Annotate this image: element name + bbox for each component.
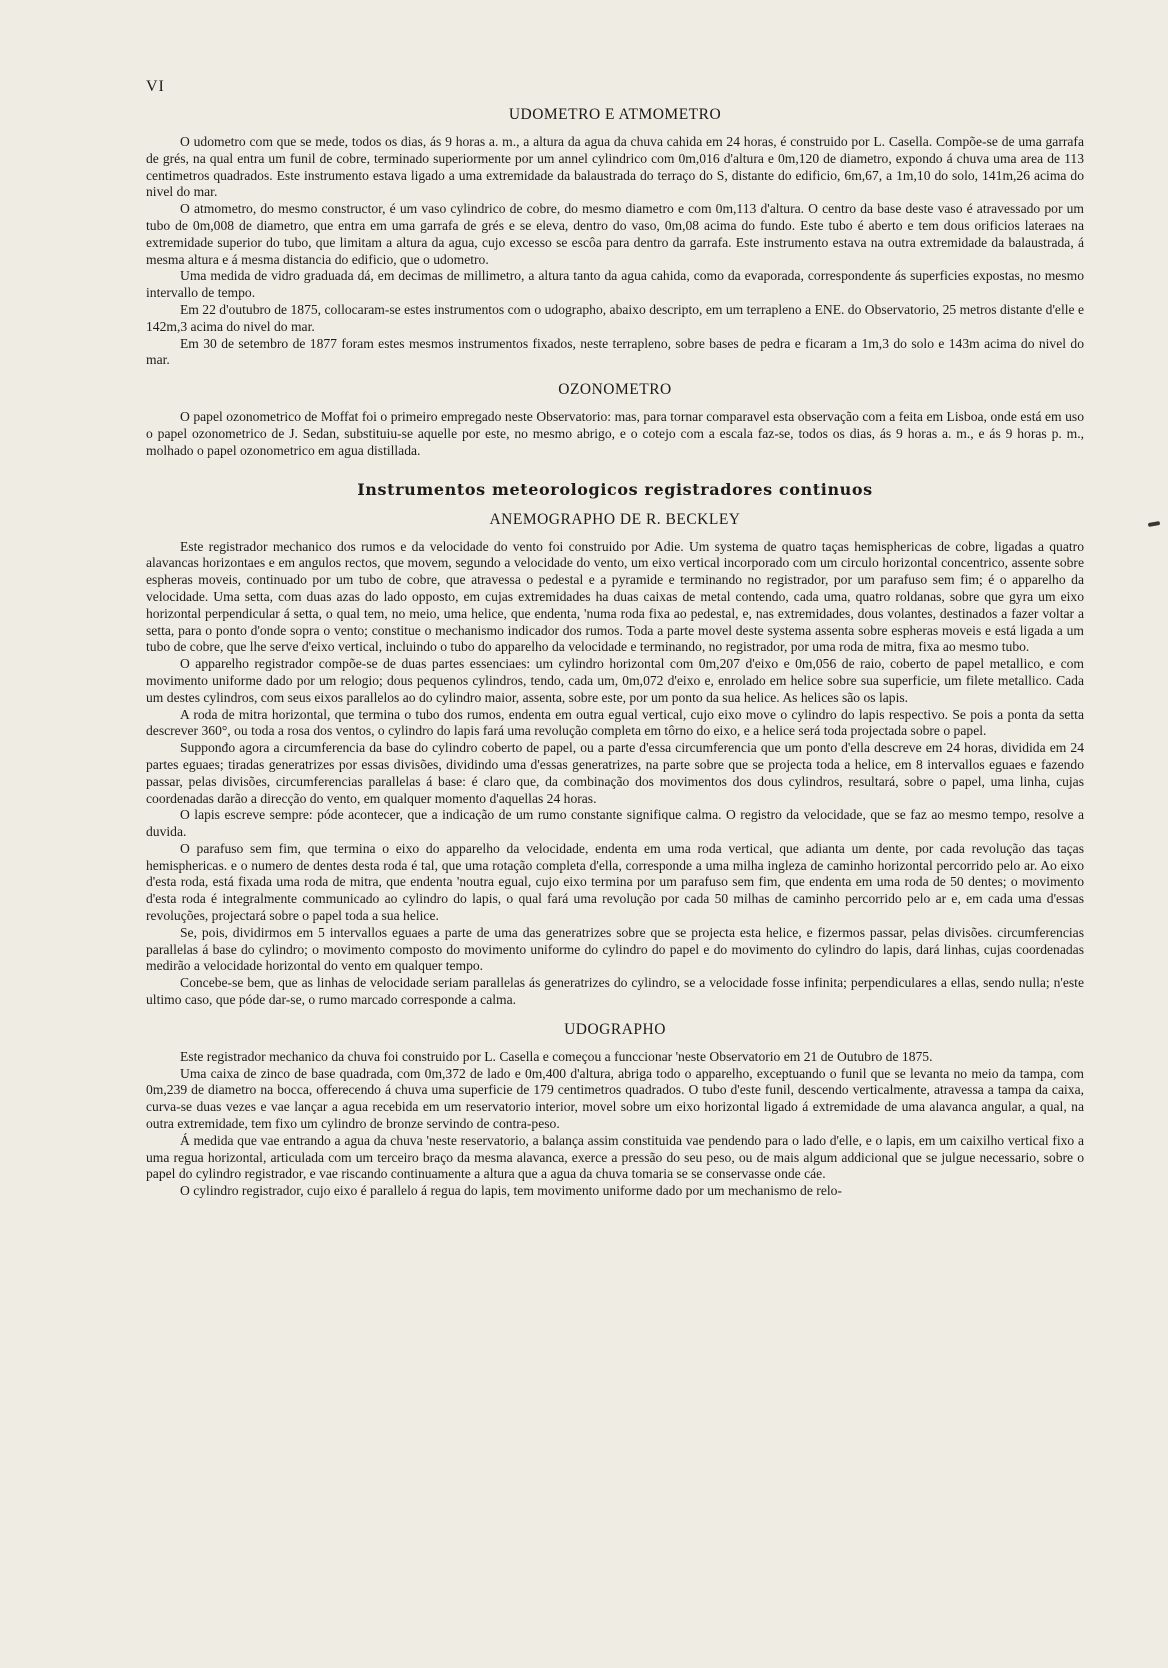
page-number: VI — [146, 78, 165, 95]
paragraph: Em 30 de setembro de 1877 foram estes mesmos instrumentos fixados, neste terrapleno, sobre bases de pedra e ficaram a 1m,3 do solo e 143m acima do nivel do mar. — [146, 335, 1084, 368]
page-content — [146, 106, 1084, 1200]
section-heading-anemographo: ANEMOGRAPHO DE R. BECKLEY — [489, 510, 741, 528]
paragraph: O parafuso sem fim, que termina o eixo do apparelho da velocidade, endenta em uma roda vertical, que adianta um dente, por cada revolução das taças hemisphericas. e o numero de dentes desta roda é tal, que uma rotação completa d'ella, corresponde a uma milha ingleza de caminho horizontal percorrido pelo ar. Ao eixo d'esta roda, está fixada uma roda de mitra, que endenta 'noutra egual, cujo eixo termina por um parafuso sem fim, que endenta em uma roda de 50 dentes; o movimento d'esta roda é integralmente communicado ao cylindro do lapis, o qual fará uma revolução por cada 50 milhas de caminho percorrido pelo ar e, em cada uma d'essas revoluções, projectará sobre o papel toda a sua helice. — [146, 840, 1084, 924]
major-heading: Instrumentos meteorologicos registradores continuos — [357, 479, 873, 499]
paragraph: Á medida que vae entrando a agua da chuva 'neste reservatorio, a balança assim constituida vae pendendo para o lado d'elle, e o lapis, em um caixilho vertical fixo a uma regua horizontal, articulada com um terceiro braço da mesma alavanca, exerce a pressão do seu peso, ou de mais algum addicional que se julgue necessario, sobre o papel do cylindro registrador, e vae riscando continuamente a altura que a agua da chuva tomaria se se conservasse onde cáe. — [146, 1132, 1084, 1182]
paragraph: O atmometro, do mesmo constructor, é um vaso cylindrico de cobre, do mesmo diametro e com 0m,113 d'altura. O centro da base deste vaso é atravessado por um tubo de 0m,008 de diametro, que entra em uma garrafa de grés e se eleva, dentro do vaso, 0m,08 acima do fundo. Este tubo é aberto e tem dous orificios lateraes na extremidade superior do tubo, que limitam a altura da agua, cujo excesso se escôa para dentro da garrafa. Este instrumento estava na outra extremidade da balaustrada, á mesma altura e á mesma distancia do edificio, que o udometro. — [146, 201, 1084, 267]
paragraph: O apparelho registrador compõe-se de duas partes essenciaes: um cylindro horizontal com 0m,207 d'eixo e 0m,056 de raio, coberto de papel metallico, e com movimento uniforme dado por um relogio; dous pequenos cylindros, tendo, cada um, 0m,072 d'eixo e, enrolado em helice sobre sua superficie, um filete metallico. Cada um destes cylindros, com seus eixos parallelos ao do cylindro maior, assenta, sobre este, por um ponto da sua helice. As helices são os lapis. — [146, 656, 1084, 705]
section-heading-udometro: UDOMETRO E ATMOMETRO — [508, 106, 722, 123]
paragraph: Concebe-se bem, que as linhas de velocidade seriam parallelas ás generatrizes do cylindro, se a velocidade fosse infinita; perpendiculares a ellas, sendo nulla; n'este ultimo caso, que póde dar-se, o rumo marcado corresponde a calma. — [146, 975, 1084, 1008]
paragraph: O lapis escreve sempre: póde acontecer, que a indicação de um rumo constante signifique calma. O registro da velocidade, que se faz ao mesmo tempo, resolve a duvida. — [146, 807, 1084, 840]
paragraph: A roda de mitra horizontal, que termina o tubo dos rumos, endenta em outra egual vertical, cujo eixo move o cylindro do lapis respectivo. Se pois a ponta da setta descrever 360°, ou toda a rosa dos ventos, o cylindro do lapis fará uma revolução completa em tôrno do eixo, e a helice será toda projectada sobre o papel. — [146, 706, 1084, 739]
paragraph: Uma medida de vidro graduada dá, em decimas de millimetro, a altura tanto da agua cahida, como da evaporada, correspondente ás superficies expostas, no mesmo intervallo de tempo. — [146, 268, 1084, 301]
paragraph: O papel ozonometrico de Moffat foi o primeiro empregado neste Observatorio: mas, para tornar comparavel esta observação com a feita em Lisboa, onde está em uso o papel ozonometrico de J. Sedan, substituiu-se aquelle por este, no mesmo abrigo, e o cotejo com a escala faz-se, todos os dias, ás 9 horas a. m., e ás 9 horas p. m., molhado o papel ozonometrico em agua distillada. — [146, 409, 1084, 458]
paragraph: Uma caixa de zinco de base quadrada, com 0m,372 de lado e 0m,400 d'altura, abriga todo o apparelho, exceptuando o funil que se levanta no meio da tampa, com 0m,239 de diametro na bocca, offerecendo á chuva uma superficie de 179 centimetros quadrados. O tubo d'este funil, descendo verticalmente, atravessa a tampa da caixa, curva-se duas vezes e vae lançar a agua recebida em um reservatorio interior, movel sobre um eixo horizontal ligado á extremidade de uma alavanca angular, a qual, na outra extremidade, tem fixo um cylindro de bronze servindo de contra-peso. — [146, 1065, 1084, 1132]
paragraph: Supponđo agora a circumferencia da base do cylindro coberto de papel, ou a parte d'essa circumferencia que um ponto d'ella descreve em 24 horas, dividida em 24 partes eguaes; tiradas generatrizes por essas divisões, dividindo uma d'essas generatrizes, na parte sobre que se projecta toda a helice, em 8 intervallos eguaes e fazendo passar, pelas divisões, circumferencias parallelas á base: é claro que, da combinação dos movimentos dos dous cylindros, resultará, sobre o papel, uma linha, cujas coordenadas darão a direcção do vento, em qualquer momento d'aquellas 24 horas. — [146, 740, 1084, 806]
margin-ink-mark — [1148, 521, 1161, 527]
paragraph: O udometro com que se mede, todos os dias, ás 9 horas a. m., a altura da agua da chuva cahida em 24 horas, é construido por L. Casella. Compõe-se de uma garrafa de grés, na qual entra um funil de cobre, terminado superiormente por um annel cylindrico com 0m,016 d'altura e 0m,120 de diametro, expondo á chuva uma area de 113 centimetros quadrados. Este instrumento estava ligado a uma extremidade da balaustrada do terraço do S, distante do edificio, 6m,67, a 1m,10 do solo, 141m,26 acima do nivel do mar. — [146, 134, 1084, 200]
section-heading-udographo: UDOGRAPHO — [564, 1020, 666, 1038]
section-heading-ozonometro: OZONOMETRO — [558, 381, 672, 399]
paragraph: O cylindro registrador, cujo eixo é parallelo á regua do lapis, tem movimento uniforme dado por um mechanismo de relo- — [180, 1183, 842, 1199]
paragraph: Este registrador mechanico dos rumos e da velocidade do vento foi construido por Adie. Um systema de quatro taças hemisphericas de cobre, ligadas a quatro alavancas horizontaes e em angulos rectos, que movem, segundo a velocidade do vento, um eixo vertical incorporado com um circulo horizontal concentrico, assente sobre espheras moveis, continuado por um tubo de cobre, que atravessa o pedestal e a pyramide e terminando no registrador, por um parafuso sem fim; é o apparelho da velocidade. Uma setta, com duas azas do lado opposto, em cujas extremidades ha duas caixas de metal contendo, cada uma, quatro roldanas, sobre que gyra um eixo horizontal perpendicular á setta, o qual tem, no meio, uma helice, que endenta, 'numa roda fixa ao pedestal, e, nas extremidades, dous volantes, destinados a fazer voltar a setta, para o ponto d'onde sopra o vento; constitue o mechanismo indicador dos rumos. Toda a parte movel deste systema assenta sobre espheras moveis e está ligada a um tubo de cobre, que lhe serve d'eixo vertical, incluindo o tubo do apparelho da velocidade e terminando, no registrador, por uma roda de mitra, fixa ao mesmo tubo. — [146, 538, 1084, 655]
paragraph: Em 22 d'outubro de 1875, collocaram-se estes instrumentos com o udographo, abaixo descripto, em um terrapleno a ENE. do Observatorio, 25 metros distante d'elle e 142m,3 acima do nivel do mar. — [146, 301, 1084, 334]
paragraph: Este registrador mechanico da chuva foi construido por L. Casella e começou a funccionar 'neste Observatorio em 21 de Outubro de 1875. — [180, 1048, 933, 1064]
paragraph: Se, pois, dividirmos em 5 intervallos eguaes a parte de uma das generatrizes sobre que se projecta esta helice, e fizermos passar, pelas divisões. circumferencias parallelas á base do cylindro; o movimento composto do movimento uniforme do cylindro do papel e do movimento do cylindro do lapis, dará linhas, cujas coordenadas medirão a velocidade horizontal do vento em qualquer tempo. — [146, 924, 1084, 974]
